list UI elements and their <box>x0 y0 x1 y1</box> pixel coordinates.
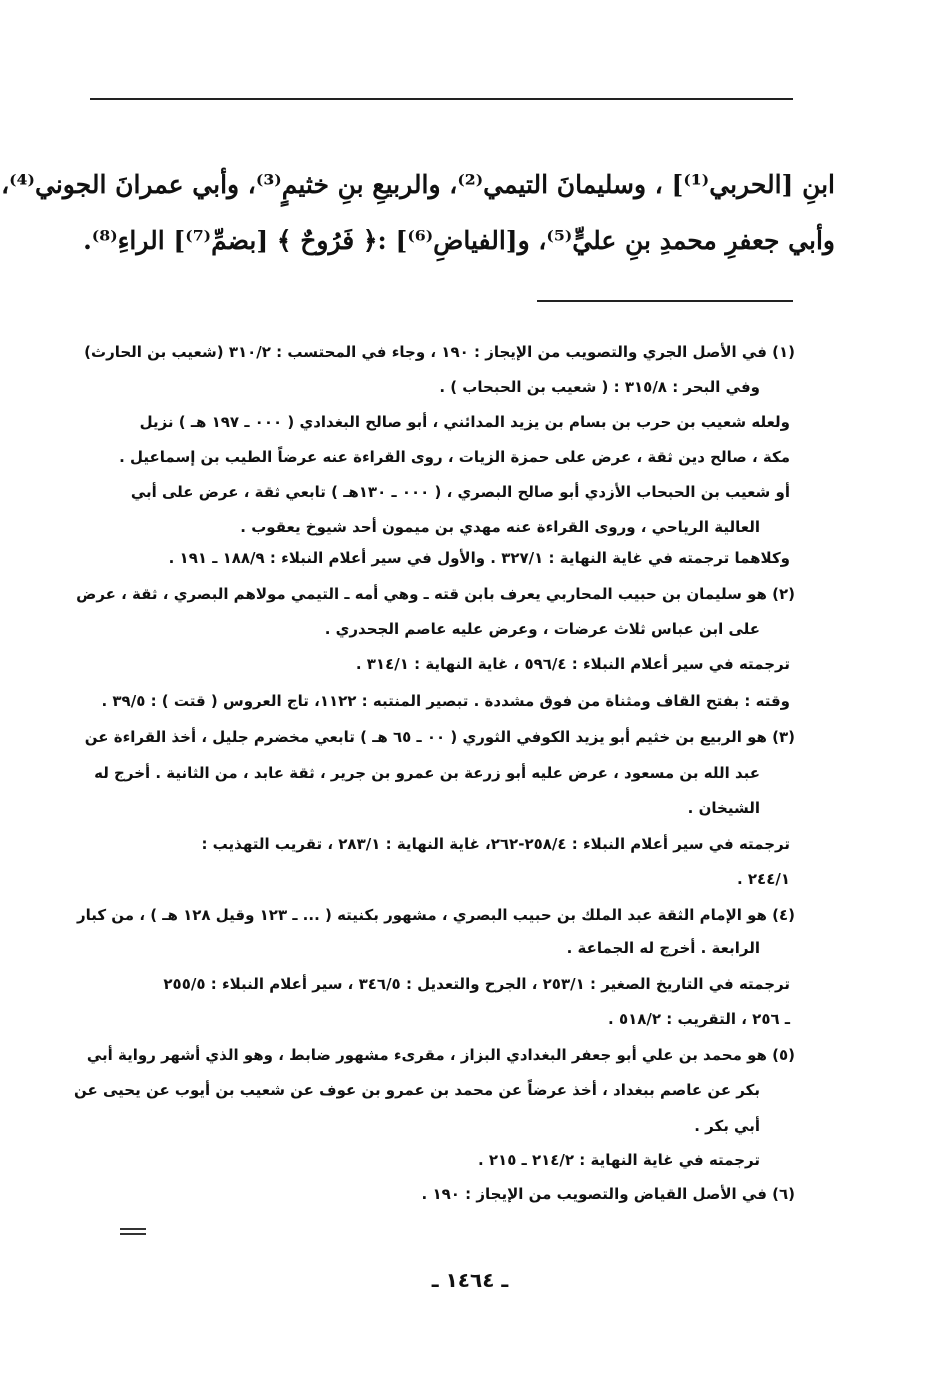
footnote-2-line-a: (٢) هو سليمان بن حبيب المحاربي يعرف بابن قته ـ وهي أمه ـ التيمي مولاهم البصري ، ثقة ، عرض <box>76 585 795 603</box>
footnote-6-line-a: (٦) في الأصل القياض والتصويب من الإيجاز : ١٩٠ . <box>421 1185 795 1203</box>
footnote-3-line-d: ترجمته في سير أعلام النبلاء : ٢٥٨/٤-٢٦٢، غاية النهاية : ٢٨٣/١ ، تقريب التهذيب : <box>201 835 790 853</box>
page-number: ـ ١٤٦٤ ـ <box>431 1268 509 1292</box>
footnote-1-line-f: العالية الرياحي ، وروى القراءة عنه مهدي بن ميمون أحد شيوخ يعقوب . <box>240 518 760 536</box>
main-text-line-2: وأبي جعفرِ محمدِ بنِ عليٍّ⁽⁵⁾، و[الفياضِ⁽⁶⁾] :﴿ فَرُوحٌ ﴾ [بضمِّ⁽⁷⁾] الراءِ⁽⁸⁾. <box>83 226 835 255</box>
footnote-3-line-b: عبد الله بن مسعود ، عرض عليه أبو زرعة بن عمرو بن جرير ، ثقة عابد ، من الثانية . أخرج له <box>94 764 760 782</box>
end-mark <box>120 1228 146 1235</box>
footnote-2-line-b: على ابن عباس ثلاث عرضات ، وعرض عليه عاصم الجحدري . <box>324 620 760 638</box>
footnote-2-line-c: ترجمته في سير أعلام النبلاء : ٥٩٦/٤ ، غاية النهاية : ٣١٤/١ . <box>355 655 790 673</box>
footnote-3-line-e: ٢٤٤/١ . <box>736 870 790 888</box>
footnote-separator <box>537 300 793 302</box>
footnote-5-line-b: بكر عن عاصم ببغداد ، أخذ عرضاً عن محمد بن عمرو بن عوف عن شعيب بن أيوب عن يحيى عن <box>74 1081 760 1099</box>
main-text-line-1: ابنِ [الحربي⁽¹⁾] ، وسليمانَ التيمي⁽²⁾، والربيعِ بنِ خثيمٍ⁽³⁾، وأبي عمرانَ الجوني⁽⁴⁾، <box>1 170 835 199</box>
footnote-1-line-e: أو شعيب بن الحبحاب الأزدي أبو صالح البصري ، ( ٠٠٠ ـ ١٣٠هـ ) تابعي ثقة ، عرض على أبي <box>130 483 790 501</box>
footnote-1-line-a: (١) في الأصل الجري والتصويب من الإيجاز : ١٩٠ ، وجاء في المحتسب : ٣١٠/٢ (شعيب بن الحارث) <box>84 343 795 361</box>
footnote-4-line-c: ترجمته في التاريخ الصغير : ٢٥٣/١ ، الجرح والتعديل : ٣٤٦/٥ ، سير أعلام النبلاء : ٢٥٥/٥ <box>163 975 790 993</box>
footnote-4-line-a: (٤) هو الإمام الثقة عبد الملك بن حبيب البصري ، مشهور بكنيته ( ... ـ ١٢٣ وقيل ١٢٨ هـ ) ، من كبار <box>76 906 795 924</box>
footnote-2-line-d: وقته : بفتح القاف ومثناة من فوق مشددة . تبصير المنتبه : ١١٢٢، تاج العروس ( قتت ) : ٣٩/٥ . <box>101 692 790 710</box>
footnote-1-line-d: مكة ، صالح دين ثقة ، عرض على حمزة الزيات ، روى القراءة عنه عرضاً الطيب بن إسماعيل . <box>119 448 790 466</box>
footnote-3-line-c: الشيخان . <box>687 799 760 817</box>
footnote-3-line-a: (٣) هو الربيع بن خثيم أبو يزيد الكوفي الثوري ( ٠٠ ـ ٦٥ هـ ) تابعي مخضرم جليل ، أخذ القراءة عن <box>84 728 795 746</box>
footnote-1-line-c: ولعله شعيب بن حرب بن بسام بن يزيد المدائني ، أبو صالح البغدادي ( ٠٠٠ ـ ١٩٧ هـ ) نزيل <box>139 413 790 431</box>
footnote-5-line-d: ترجمته في غاية النهاية : ٢١٤/٢ ـ ٢١٥ . <box>477 1151 760 1169</box>
footnote-4-line-d: ـ ٢٥٦ ، التقريب : ٥١٨/٢ . <box>608 1010 790 1028</box>
top-rule <box>90 98 793 100</box>
footnote-5-line-c: أبي بكر . <box>694 1117 760 1135</box>
footnote-1-line-b: وفي البحر : ٣١٥/٨ : ( شعيب بن الحبحاب ) . <box>439 378 760 396</box>
footnote-4-line-b: الرابعة . أخرج له الجماعة . <box>566 939 760 957</box>
footnote-1-line-g: وكلاهما ترجمته في غاية النهاية : ٣٢٧/١ . والأول في سير أعلام النبلاء : ١٨٨/٩ ـ ١٩١ . <box>168 549 790 567</box>
footnote-5-line-a: (٥) هو محمد بن علي أبو جعفر البغدادي البزاز ، مقرىء مشهور ضابط ، وهو الذي أشهر رواية أبي <box>86 1046 795 1064</box>
